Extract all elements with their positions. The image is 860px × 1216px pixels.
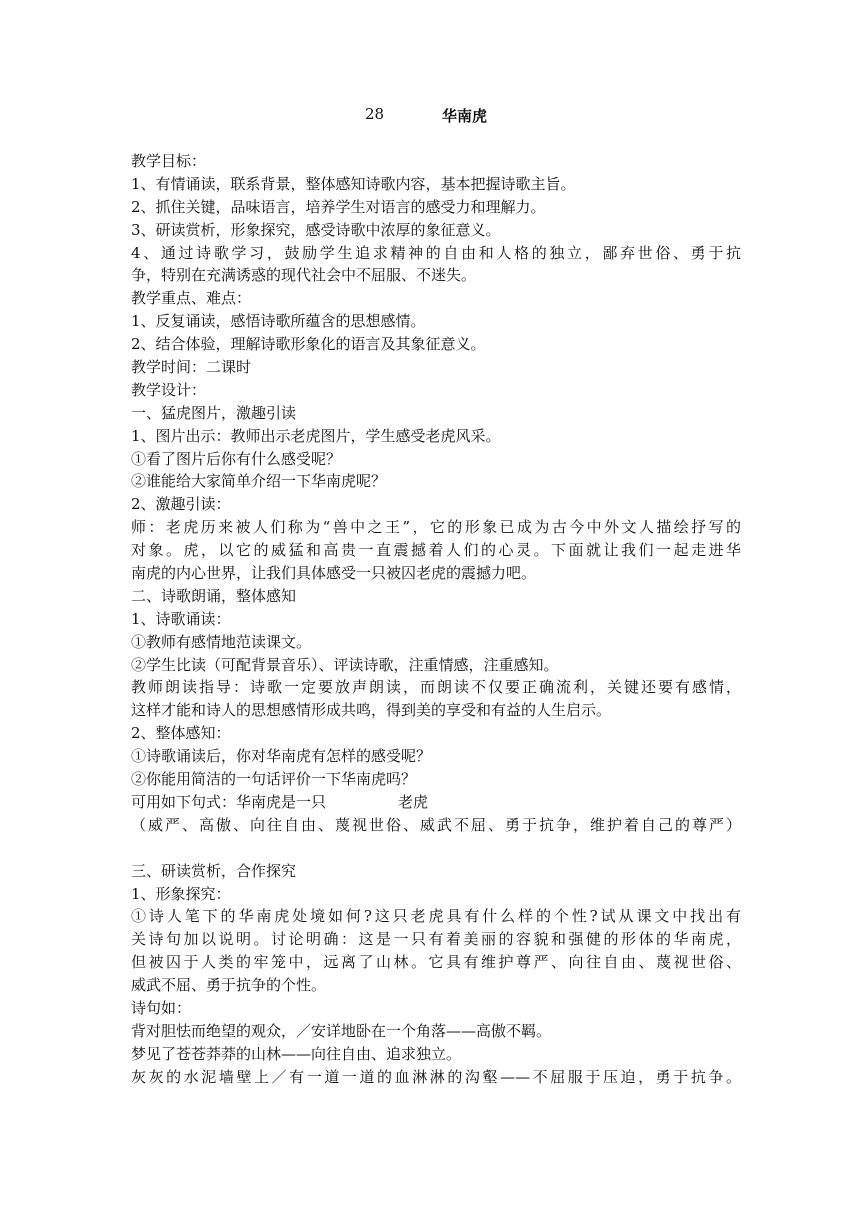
text-line: 4、通过诗歌学习，鼓励学生追求精神的自由和人格的独立，鄙弃世俗、勇于抗: [131, 243, 741, 262]
text-line: ②你能用简洁的一句话评价一下华南虎吗？: [131, 770, 417, 789]
text-line: 2、抓住关键，品味语言，培养学生对语言的感受力和理解力。: [131, 197, 546, 216]
text-line: 3、研读赏析，形象探究，感受诗歌中浓厚的象征意义。: [131, 220, 501, 239]
text-line: 南虎的内心世界，让我们具体感受一只被囚老虎的震撼力吧。: [131, 564, 537, 583]
text-line: 1、图片出示：教师出示老虎图片，学生感受老虎风采。: [131, 426, 501, 445]
text-line: 威武不屈、勇于抗争的个性。: [131, 976, 327, 995]
sentence-pattern-hint: （威严、高傲、向往自由、蔑视世俗、威武不屈、勇于抗争，维护着自己的尊严）: [131, 815, 741, 834]
text-line: 梦见了苍苍莽莽的山林——向往自由、追求独立。: [131, 1044, 462, 1063]
text-line: ①诗人笔下的华南虎处境如何?这只老虎具有什么样的个性?试从课文中找出有: [131, 907, 741, 926]
text-line: 教师朗读指导：诗歌一定要放声朗读，而朗读不仅要正确流利，关键还要有感情，: [131, 678, 741, 697]
text-line: 2、整体感知：: [131, 724, 231, 743]
text-line: 三、研读赏析，合作探究: [131, 861, 297, 880]
text-line: 教学时间：二课时: [131, 358, 252, 377]
text-line: 2、结合体验，理解诗歌形象化的语言及其象征意义。: [131, 335, 486, 354]
sentence-pattern-prefix: 可用如下句式：华南虎是一只: [131, 792, 327, 811]
sentence-pattern-line: [131, 791, 741, 814]
text-line: 一、猛虎图片，激趣引读: [131, 403, 297, 422]
text-line: 争，特别在充满诱惑的现代社会中不屈服、不迷失。: [131, 266, 477, 285]
text-line: 师：老虎历来被人们称为“兽中之王”，它的形象已成为古今中外文人描绘抒写的: [131, 518, 741, 537]
text-line: 灰灰的水泥墙壁上／有一道一道的血淋淋的沟壑——不屈服于压迫，勇于抗争。: [131, 1067, 741, 1086]
text-line: 诗句如：: [131, 998, 192, 1017]
text-line: 教学目标：: [131, 152, 207, 170]
text-line: ②学生比读（可配背景音乐）、评读诗歌，注重情感，注重感知。: [131, 655, 559, 674]
blank-line: [131, 837, 741, 860]
text-line: 背对胆怯而绝望的观众，／安详地卧在一个角落——高傲不羁。: [131, 1021, 552, 1040]
text-line: 对象。虎，以它的威猛和高贵一直震撼着人们的心灵。下面就让我们一起走进华: [131, 541, 741, 560]
text-line: ①诗歌诵读后，你对华南虎有怎样的感受呢？: [131, 747, 432, 766]
text-line: 关诗句加以说明。讨论明确：这是一只有着美丽的容貌和强健的形体的华南虎，: [131, 930, 741, 949]
text-line: ①看了图片后你有什么感受呢？: [131, 449, 342, 468]
text-line: ②谁能给大家简单介绍一下华南虎呢？: [131, 472, 387, 491]
text-line: 2、激趣引读：: [131, 495, 231, 514]
lesson-number: 28: [365, 105, 385, 123]
lesson-title: 华南虎: [442, 107, 488, 125]
text-line: 教学设计：: [131, 380, 207, 399]
text-line: 但被囚于人类的牢笼中，远离了山林。它具有维护尊严、向往自由、蔑视世俗、: [131, 953, 741, 972]
sentence-pattern-suffix: 老虎: [398, 792, 429, 811]
text-line: 这样才能和诗人的思想感情形成共鸣，得到美的享受和有益的人生启示。: [131, 701, 612, 720]
document-title-row: [0, 105, 860, 129]
text-line: 1、诗歌诵读：: [131, 609, 231, 628]
text-line: ①教师有感情地范读课文。: [131, 632, 312, 651]
text-line: 1、反复诵读，感悟诗歌所蕴含的思想感情。: [131, 312, 426, 331]
document-body: [131, 150, 741, 1089]
text-line: 二、诗歌朗诵，整体感知: [131, 586, 297, 605]
text-line: 1、有情诵读，联系背景，整体感知诗歌内容，基本把握诗歌主旨。: [131, 174, 576, 193]
text-line: 教学重点、难点：: [131, 289, 252, 308]
text-line: 1、形象探究：: [131, 884, 231, 903]
